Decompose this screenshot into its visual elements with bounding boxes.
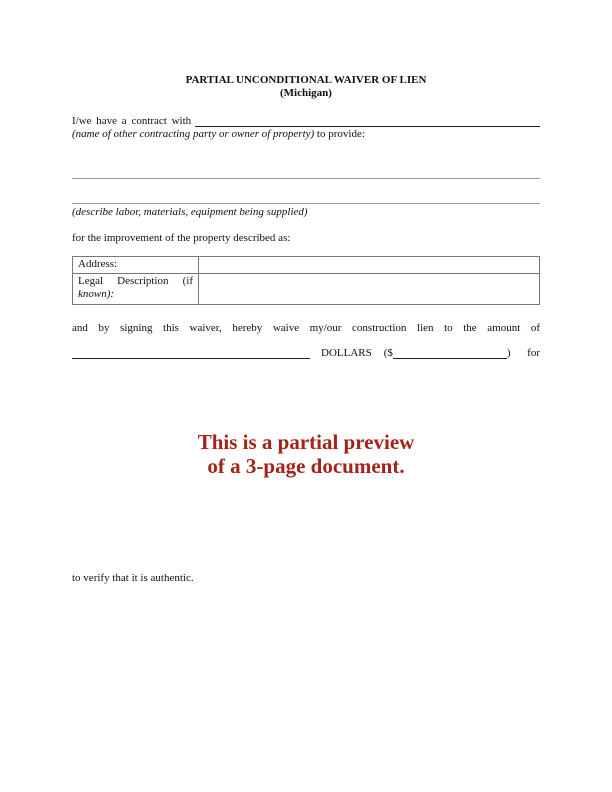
description-note: (describe labor, materials, equipment being supplied) — [72, 206, 308, 218]
address-value-cell[interactable] — [199, 257, 540, 274]
contracting-party-blank[interactable] — [195, 115, 540, 127]
legal-description-label — [73, 274, 199, 305]
preview-notice — [0, 430, 612, 478]
property-table — [72, 256, 540, 305]
document-title: PARTIAL UNCONDITIONAL WAIVER OF LIEN — [185, 74, 427, 86]
preview-line-2: of a 3-page document. — [207, 454, 405, 478]
address-label: Address: — [73, 257, 199, 274]
legal-description-value-cell[interactable] — [199, 274, 540, 305]
contract-line — [72, 113, 540, 127]
verify-text: to verify that it is authentic. — [72, 572, 194, 584]
description-line-2[interactable] — [72, 203, 540, 204]
document-subtitle: (Michigan) — [280, 87, 332, 99]
party-note — [72, 128, 365, 141]
improvement-text: for the improvement of the property described as: — [72, 232, 291, 244]
party-note-suffix: to provide: — [314, 128, 365, 140]
legal-label-line1: Legal Description (if — [78, 275, 193, 287]
for-label: for — [527, 347, 540, 359]
dollar-open: ($ — [383, 347, 393, 359]
preview-line-1: This is a partial preview — [197, 430, 415, 454]
description-line-1[interactable] — [72, 178, 540, 179]
address-row — [73, 257, 540, 274]
waiver-text: and by signing this waiver, hereby waive my/our construction lien to the amount of — [72, 322, 540, 334]
dollar-amount-words-blank[interactable] — [72, 347, 310, 359]
dollar-close: ) — [506, 347, 511, 359]
legal-description-row — [73, 274, 540, 305]
party-note-italic: (name of other contracting party or owner of property) — [72, 128, 315, 140]
dollar-amount-figure-blank[interactable] — [393, 347, 507, 359]
dollars-label: DOLLARS — [321, 347, 372, 359]
dollar-line — [72, 345, 540, 359]
legal-label-line2: known): — [78, 288, 115, 300]
contract-lead-text: I/we have a contract with — [72, 115, 192, 127]
